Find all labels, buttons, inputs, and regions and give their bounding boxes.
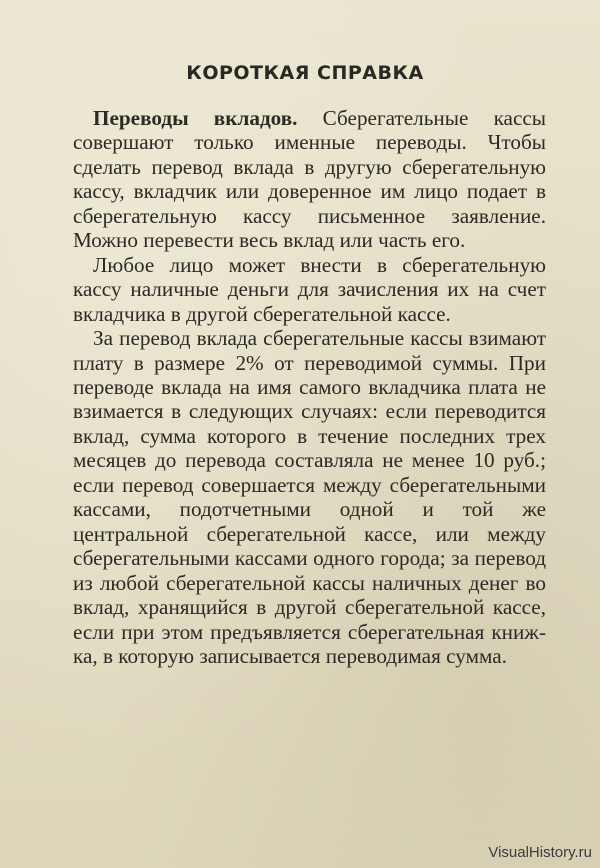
paragraph-transfers: [73, 106, 546, 253]
section-heading: КОРОТКАЯ СПРАВКА: [186, 62, 424, 84]
paragraph-lead: Переводы вкладов.: [93, 106, 298, 130]
watermark: VisualHistory.ru: [488, 844, 592, 861]
article-body: [73, 106, 546, 668]
paragraph-text: Любое лицо может внести в сберегательную кассу наличные деньги для зачисления их на счет вкладчика в другой сберегательной кассе.: [73, 252, 546, 326]
paragraph-cash-deposit: [73, 253, 546, 326]
paragraph-text: За перевод вклада сберегательные кассы взимают плату в размере 2% от переводимой суммы. При переводе вклада на имя самого вкладчика плата не взимается в следующих случаях: если переводится вклад, сумма которого в течение последних трех месяцев до перевода составляла не менее 10 руб.; если перевод совершается между сберегательными кассами, подотчетными одной и той же центральной сберегательной кассе, или между сберегательными кассами одного города; за перевод из любой сберегательной кассы наличных денег во вклад, хранящийся в другой сберегательной кассе, если при этом предъявляется сберегательная книжка, в которую записывается переводимая сумма.: [73, 326, 546, 668]
paragraph-text: Сберегательные кассы совершают только именные переводы. Чтобы сделать перевод вклада в другую сберегательную кассу, вкладчик или доверенное им лицо подает в сберегательную кассу письменное заявление. Можно перевести весь вклад или часть его.: [73, 106, 547, 253]
paragraph-fees: [73, 326, 546, 668]
heading-container: [0, 62, 600, 84]
